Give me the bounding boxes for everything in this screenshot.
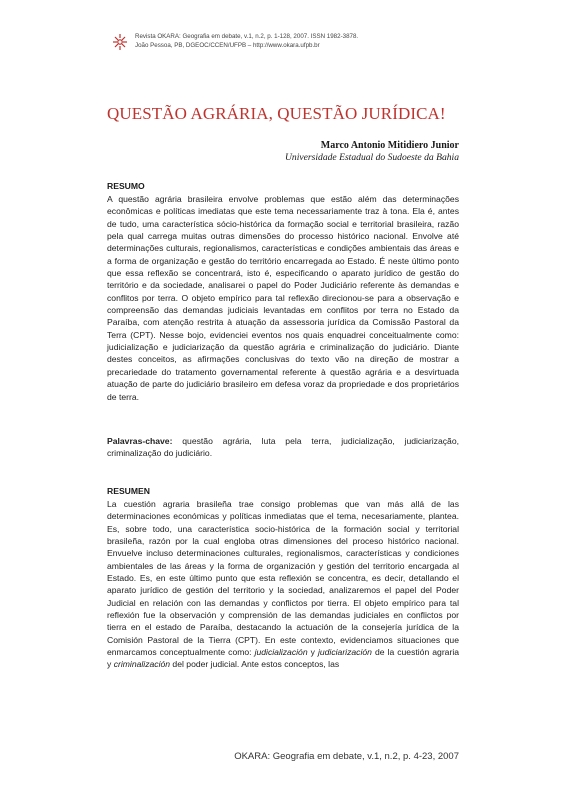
article-title: QUESTÃO AGRÁRIA, QUESTÃO JURÍDICA! bbox=[107, 104, 446, 123]
resumen-heading: RESUMEN bbox=[107, 486, 150, 496]
author-affiliation: Universidade Estadual do Sudoeste da Bahia bbox=[285, 152, 459, 163]
resumen-text-a: La cuestión agraria brasileña trae consigo problemas que van más allá de las determinaciones económicas y políticas inmediatas que el tema, necesariamente, plantea. Es, sobre todo, una característica socio-histórica de la formación social y territorial brasileña, razón por la cual engloba otras dimensiones del proceso histórico nacional. Envuelve incluso determinaciones culturales, regionalismos, características y condiciones ambientales de las áreas y la forma de organización y gestión del territorio encargada al Estado. Es, en este último punto que esta reflexión se concentra, es decir, detallando el aparato jurídico de gestión del territorio y la sociedad, analizaremos el papel del Poder Judicial en relación con las demandas y conflictos por tierra. El objeto empírico para tal reflexión fue la observación y comprensión de las demandas judiciales en conflictos por tierra en el estado de Paraíba, destacando la actuación de la consejería jurídica de la Comisión Pastoral de la Tierra (CPT). En este contexto, evidenciamos situaciones que enmarcamos conceptualmente como: bbox=[107, 499, 459, 658]
resumen-body bbox=[107, 498, 459, 671]
resumen-text-c: del poder judicial. Ante estos conceptos, las bbox=[170, 659, 340, 670]
keywords-label: Palavras-chave: bbox=[107, 436, 173, 446]
journal-header-line-1: Revista OKARA: Geografia em debate, v.1, n.2, p. 1-128, 2007. ISSN 1982-3878. bbox=[135, 33, 359, 40]
author-name: Marco Antonio Mitidiero Junior bbox=[320, 140, 459, 151]
resumo-body: A questão agrária brasileira envolve problemas que estão além das determinações econômicas e políticas imediatas que este tema necessariamente traz à tona. Ela é, antes de tudo, uma característica sócio-histórica da formação social e territorial brasileira, razão pela qual carrega muitas outras dimensões do processo histórico nacional. Envolve até determinações culturais, regionalismos, características e condições ambientais das áreas e a forma de organização e gestão do território encarregada ao Estado. É neste último ponto que essa reflexão se concentrará, isto é, especificando o aparato jurídico de gestão do território e da sociedade, analisarei o papel do Poder Judiciário referente às demandas e conflitos por terra. O objeto empírico para tal reflexão direcionou-se para a observação e compreensão das demandas judiciais levantadas em conflitos por terra no Estado da Paraíba, com atenção restrita à atuação da assessoria jurídica da Comissão Pastoral da Terra (CPT). Nesse bojo, evidenciei eventos nos quais enquadrei conceitualmente como: judicialização e judiciarização da questão agrária e criminalização do judiciário. Diante destes conceitos, as afirmações conclusivas do texto vão na direção de mostrar a precariedade do tratamento governamental referente à questão agrária e a desvirtuada atuação de parte do judiciário brasileiro em defesa voraz da propriedade e dos proprietários de terra. bbox=[107, 194, 459, 402]
keywords-list: questão agrária, luta pela terra, judicialização, judiciarização, criminalização do judiciário. bbox=[107, 436, 460, 459]
resumen-term-judiciarizacion: judiciarización bbox=[317, 647, 372, 658]
okara-logo-icon bbox=[112, 33, 128, 51]
resumen-text-b: de la cuestión agraria y bbox=[107, 647, 460, 670]
journal-header bbox=[135, 32, 358, 50]
resumen-term-criminalizacion: criminalización bbox=[113, 659, 171, 670]
resumen-join: y bbox=[307, 647, 318, 658]
resumen-term-judicializacion: judicialización bbox=[254, 647, 308, 658]
resumo-heading: RESUMO bbox=[107, 181, 145, 191]
keywords-paragraph bbox=[107, 435, 459, 460]
page-footer: OKARA: Geografia em debate, v.1, n.2, p. 4-23, 2007 bbox=[234, 751, 459, 762]
journal-header-line-2: João Pessoa, PB, DGEOC/CCEN/UFPB – http://www.okara.ufpb.br bbox=[135, 42, 320, 49]
